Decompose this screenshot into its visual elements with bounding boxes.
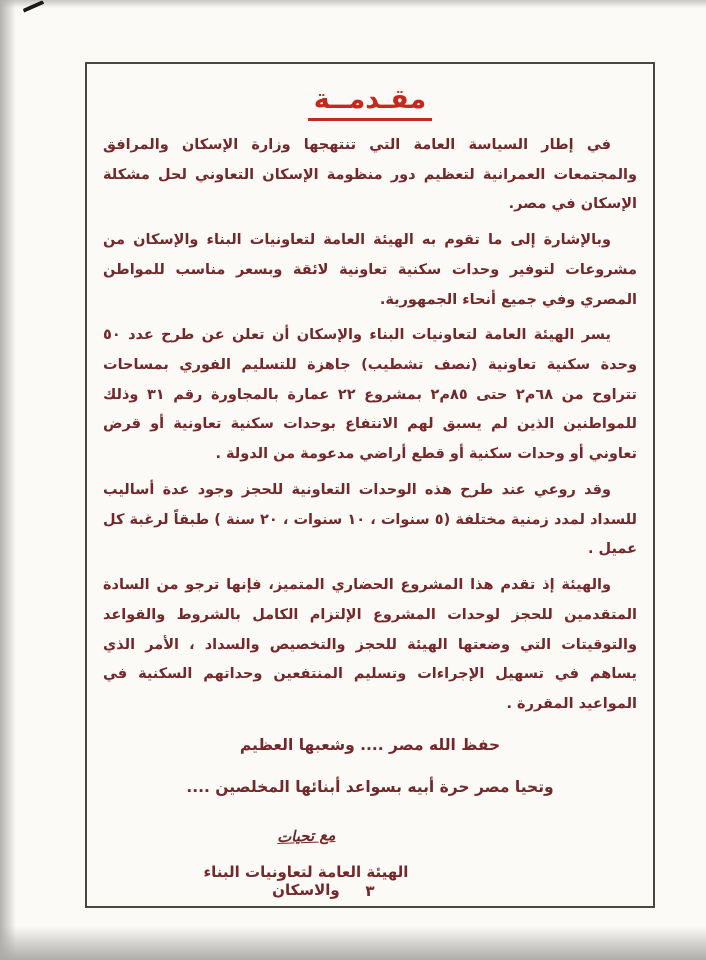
closing-salute: وتحيا مصر حرة أبيه بسواعد أبنائها المخلصين .... xyxy=(186,777,554,796)
paragraph-payment-methods: وقد روعي عند طرح هذه الوحدات التعاونية للحجز وجود عدة أساليب للسداد لمدد زمنية مختلفة (٥ سنوات ، ١٠ سنوات ، ٢٠ سنة ) طبقاً لرغبة كل عميل . xyxy=(103,481,637,558)
scan-shade-bottom xyxy=(0,926,706,960)
scan-shade-top xyxy=(0,0,706,8)
document-body xyxy=(103,131,637,720)
signature-organization: الهيئة العامة لتعاونيات البناء والاسكان xyxy=(203,862,409,899)
paragraph-commitment-rules: والهيئة إذ تقدم هذا المشروع الحضاري المتميز، فإنها ترجو من السادة المتقدمين للحجز لوحدات المشروع الإلتزام الكامل بالشروط والقواعد والتوقيتات التي وضعتها الهيئة للحجز والتخصيص والسداد ، الأمر الذي يساهم في تسهيل الإجراءات وتسليم المنتفعين وحداتهم السكنية في المواعيد المقررة . xyxy=(103,577,637,712)
page-number: ٣ xyxy=(365,882,375,900)
paragraph-authority-projects: وبالإشارة إلى ما تقوم به الهيئة العامة لتعاونيات البناء والإسكان من مشروعات لتوفير وحدات سكنية تعاونية لائقة وبسعر مناسب للمواطن المصري وفي جميع أنحاء الجمهورية. xyxy=(103,232,637,308)
scan-shade-left xyxy=(0,0,16,960)
closing-blessing: حفظ الله مصر .... وشعبها العظيم xyxy=(239,735,501,754)
paragraph-units-offer: يسر الهيئة العامة لتعاونيات البناء والإسكان أن تعلن عن طرح عدد ٥٠ وحدة سكنية تعاونية (نصف تشطيب) جاهزة للتسليم الفوري بمساحات تتراوح من ٦٨م٢ حتى ٨٥م٢ بمشروع ٢٢ عمارة بالمجاورة رقم ٣١ وذلك للمواطنين الذين لم يسبق لهم الانتفاع بوحدات سكنية تعاونية أو قرض تعاوني أو وحدات سكنية أو قطع أراضي مدعومة من الدولة . xyxy=(103,327,637,463)
page-title-text: مقـدمــة xyxy=(308,84,433,121)
page-title xyxy=(103,78,637,121)
signature-salutation: مع تحيات xyxy=(276,825,336,846)
paragraph-intro-policy: في إطار السياسة العامة التي تنتهجها وزارة الإسكان والمرافق والمجتمعات العمرانية لتعظيم دور منظومة الإسكان التعاوني لحل مشكلة الإسكان في مصر. xyxy=(103,137,637,213)
document-frame xyxy=(85,62,655,908)
